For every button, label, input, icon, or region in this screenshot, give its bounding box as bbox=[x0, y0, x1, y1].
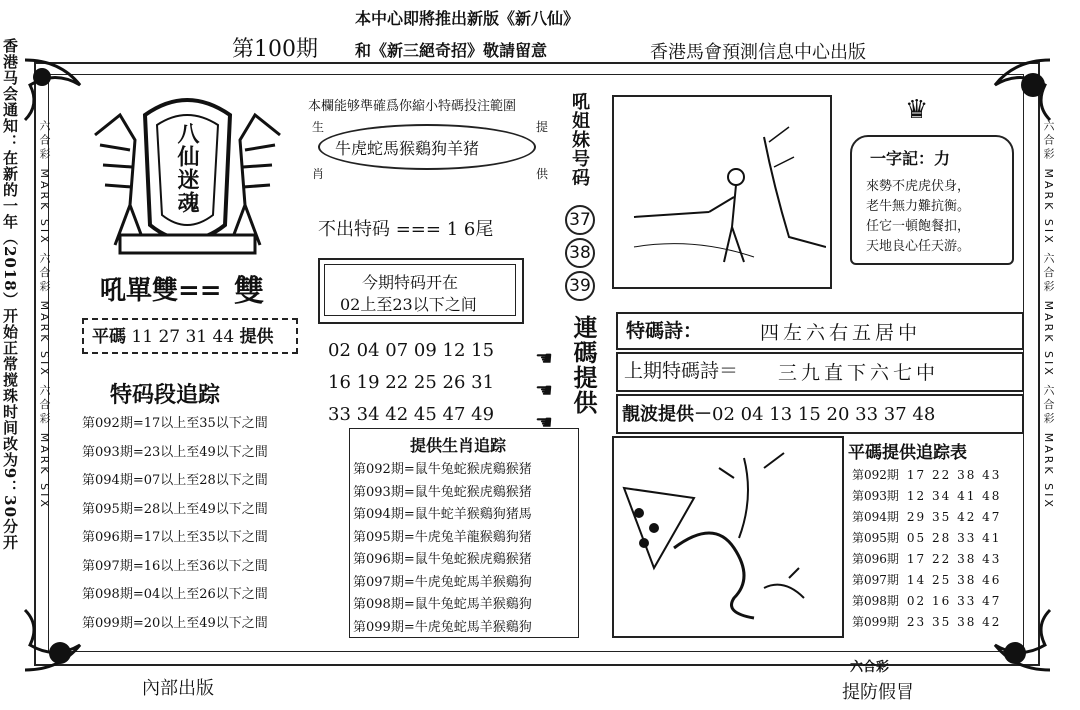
flat-track-numbers: 17 22 38 43 bbox=[906, 552, 1002, 566]
flat-track-period: 第095期 bbox=[852, 531, 899, 545]
side-brand-right bbox=[1040, 120, 1056, 620]
side-brand-right-repeat-2: 六合彩 MARK SIX bbox=[1042, 384, 1055, 510]
wave-numbers: 02 04 13 15 20 33 37 48 bbox=[712, 404, 936, 425]
side-brand-left-repeat-1: 六合彩 MARK SIX bbox=[38, 252, 51, 378]
footer-beware: 提防假冒 bbox=[842, 682, 914, 703]
side-brand-left-repeat-2: 六合彩 MARK SIX bbox=[38, 384, 51, 510]
flat-track-numbers: 29 35 42 47 bbox=[906, 510, 1002, 524]
snake-illustration bbox=[614, 438, 838, 632]
combo-row-3: 33 34 42 45 47 49 bbox=[328, 404, 495, 425]
narrow-right-bottom: 供 bbox=[536, 167, 549, 181]
pointing-hand-icon-2: ☚ bbox=[535, 378, 553, 402]
zodiac-track-row: 第097期=牛虎兔蛇馬羊猴鷄狗 bbox=[353, 574, 532, 590]
left-notice: 香港马会通知：在新的一年（2018）开始正常搅珠时间改为9：30分开 bbox=[1, 38, 19, 551]
one-word-poem-4: 天地良心任天游。 bbox=[866, 239, 971, 254]
range-line2: 02上至23以下之间 bbox=[340, 295, 477, 314]
flat-code-numbers: 11 27 31 44 bbox=[131, 327, 235, 347]
publisher: 香港馬會預測信息中心出版 bbox=[650, 42, 866, 63]
no-tail-value: 1 6尾 bbox=[446, 219, 494, 240]
flat-track-numbers: 14 25 38 46 bbox=[906, 573, 1002, 587]
flat-track-period: 第093期 bbox=[852, 489, 899, 503]
ornament-corner-bl bbox=[20, 605, 90, 675]
one-word-title: 一字記：力 bbox=[870, 149, 951, 168]
fisherman-illustration bbox=[614, 97, 826, 283]
segment-row: 第097期=16以上至36以下之間 bbox=[82, 558, 268, 574]
flat-code-line bbox=[92, 322, 274, 347]
zodiac-track-row: 第093期=鼠牛兔蛇猴虎鷄猴猪 bbox=[353, 484, 532, 500]
flat-track-row bbox=[852, 529, 1001, 546]
footer-brand: 六合彩 bbox=[850, 660, 890, 675]
flat-track-period: 第097期 bbox=[852, 573, 899, 587]
flat-track-period: 第096期 bbox=[852, 552, 899, 566]
narrow-note: 本欄能够準確爲你縮小特碼投注範圍 bbox=[308, 99, 517, 114]
zodiac-track-row: 第098期=鼠牛兔蛇馬羊猴鷄狗 bbox=[353, 597, 532, 612]
parity-value: 雙 bbox=[234, 274, 264, 309]
flat-code-suffix: 提供 bbox=[239, 327, 274, 347]
segment-row: 第094期=07以上至28以下之間 bbox=[82, 473, 268, 488]
narrow-left-top: 生 bbox=[312, 120, 325, 134]
combo-row-1: 02 04 07 09 12 15 bbox=[328, 340, 495, 361]
header-line2: 和《新三絕奇招》敬請留意 bbox=[355, 41, 548, 60]
zodiac-track-row: 第095期=牛虎兔羊龍猴鷄狗猪 bbox=[353, 529, 532, 545]
sister-title: 吼姐妹号码 bbox=[569, 92, 590, 187]
flat-track-period: 第098期 bbox=[852, 594, 899, 608]
sister-number-1: 37 bbox=[565, 205, 595, 235]
narrow-left-bottom: 肖 bbox=[312, 167, 325, 181]
zodiac-track-title: 提供生肖追踪 bbox=[410, 436, 507, 455]
flat-track-numbers: 23 35 38 42 bbox=[906, 615, 1002, 629]
flat-track-row bbox=[852, 613, 1001, 630]
narrow-zodiacs: 牛虎蛇馬猴鷄狗羊猪 bbox=[335, 139, 480, 158]
sister-number-3: 39 bbox=[565, 271, 595, 301]
segment-row: 第099期=20以上至49以下之間 bbox=[82, 615, 268, 631]
range-line1: 今期特码开在 bbox=[362, 273, 459, 292]
ornament-corner-tr bbox=[985, 55, 1055, 125]
logo-title: 八仙迷魂 bbox=[174, 122, 200, 214]
segment-row: 第092期=17以上至35以下之間 bbox=[82, 416, 268, 431]
footer-internal: 內部出版 bbox=[142, 678, 214, 699]
flat-track-row bbox=[852, 592, 1001, 609]
zodiac-track-row: 第096期=鼠牛兔蛇猴虎鷄猴猪 bbox=[353, 552, 532, 567]
flat-track-row bbox=[852, 487, 1001, 504]
flat-track-row bbox=[852, 466, 1001, 483]
side-brand-left-text: 六合彩 MARK SIX bbox=[38, 120, 51, 246]
combo-row-2: 16 19 22 25 26 31 bbox=[328, 372, 495, 393]
parity-label: 吼單雙== bbox=[100, 276, 222, 306]
flat-track-row bbox=[852, 550, 1001, 567]
zodiac-track-row: 第099期=牛虎兔蛇馬羊猴鷄狗 bbox=[353, 619, 532, 635]
special-poem-text: 四左六右五居中 bbox=[760, 322, 922, 344]
flat-track-period: 第099期 bbox=[852, 615, 899, 629]
zodiac-track-row: 第094期=鼠牛蛇羊猴鷄狗猪馬 bbox=[353, 507, 532, 522]
flat-track-numbers: 02 16 33 47 bbox=[906, 594, 1002, 608]
flat-code-label: 平碼 bbox=[92, 327, 126, 347]
side-brand-right-repeat-1: 六合彩 MARK SIX bbox=[1042, 252, 1055, 378]
one-word-poem-1: 來勢不虎虎伏身， bbox=[866, 179, 971, 194]
sister-number-2: 38 bbox=[565, 238, 595, 268]
pointing-hand-icon-3: ☚ bbox=[535, 410, 553, 434]
last-poem-label: 上期特碼詩＝ bbox=[624, 360, 739, 382]
flat-track-numbers: 05 28 33 41 bbox=[906, 531, 1002, 545]
segment-row: 第098期=04以上至26以下之間 bbox=[82, 587, 268, 602]
flat-track-row bbox=[852, 571, 1001, 588]
flat-track-numbers: 17 22 38 43 bbox=[906, 468, 1002, 482]
last-poem-text: 三九直下六七中 bbox=[778, 362, 940, 384]
issue-number: 第100期 bbox=[232, 37, 318, 62]
flat-track-title: 平碼提供追踪表 bbox=[848, 443, 967, 463]
crown-icon: ♛ bbox=[905, 95, 929, 125]
wave-line bbox=[622, 400, 935, 426]
side-brand-left bbox=[36, 120, 52, 620]
no-tail-label: 不出特码 === bbox=[318, 219, 441, 240]
segment-row: 第096期=17以上至35以下之間 bbox=[82, 530, 268, 545]
flat-track-row bbox=[852, 508, 1001, 525]
segment-row: 第093期=23以上至49以下之間 bbox=[82, 444, 268, 460]
special-poem-label: 特碼詩： bbox=[626, 320, 703, 342]
segment-title: 特码段追踪 bbox=[110, 382, 221, 408]
flat-track-period: 第092期 bbox=[852, 468, 899, 482]
narrow-right-top: 提 bbox=[536, 120, 549, 134]
one-word-poem-2: 老牛無力難抗衡。 bbox=[866, 199, 971, 214]
side-brand-right-text: 六合彩 MARK SIX bbox=[1042, 120, 1055, 246]
pointing-hand-icon: ☚ bbox=[535, 346, 553, 370]
segment-row: 第095期=28以上至49以下之間 bbox=[82, 501, 268, 517]
one-word-poem-3: 任它一頓飽餐扣， bbox=[866, 219, 971, 234]
flat-track-period: 第094期 bbox=[852, 510, 899, 524]
no-tail-line bbox=[318, 215, 493, 241]
combo-vertical-label: 連碼提供 bbox=[569, 315, 598, 415]
wave-label: 靚波提供－ bbox=[622, 404, 712, 425]
zodiac-track-row: 第092期=鼠牛兔蛇猴虎鷄猴猪 bbox=[353, 462, 532, 477]
flat-track-numbers: 12 34 41 48 bbox=[906, 489, 1002, 503]
header-line1: 本中心即將推出新版《新八仙》 bbox=[355, 9, 580, 28]
